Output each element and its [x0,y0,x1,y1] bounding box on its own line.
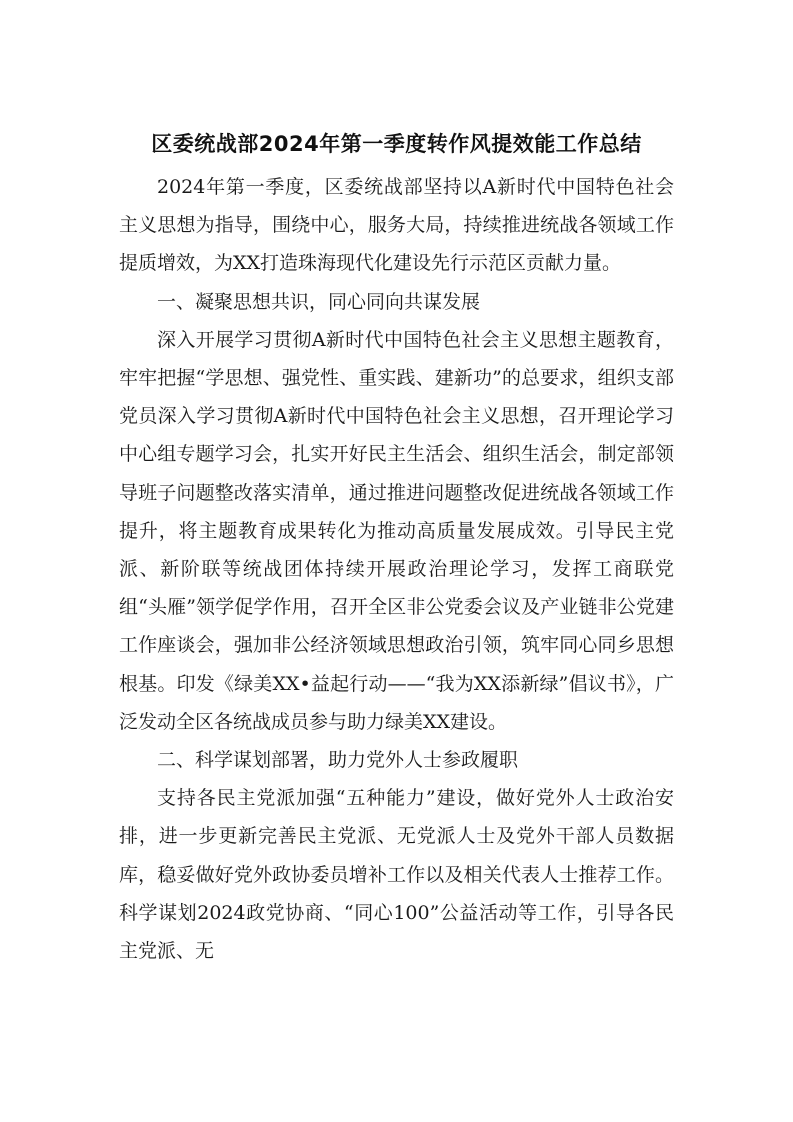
intro-paragraph: 2024年第一季度，区委统战部坚持以A新时代中国特色社会主义思想为指导，围绕中心，服务大局，持续推进统战各领域工作提质增效，为XX打造珠海现代化建设先行示范区贡献力量。 [119,176,674,275]
section-1-heading: 一、凝聚思想共识，同心同向共谋发展 [157,290,481,313]
section-1-paragraph: 深入开展学习贯彻A新时代中国特色社会主义思想主题教育，牢牢把握“学思想、强党性、重实践、建新功”的总要求，组织支部党员深入学习贯彻A新时代中国特色社会主义思想，召开理论学习中心组专题学习会，扎实开好民主生活会、组织生活会，制定部领导班子问题整改落实清单，通过推进问题整改促进统战各领域工作提升，将主题教育成果转化为推动高质量发展成效。引导民主党派、新阶联等统战团体持续开展政治理论学习，发挥工商联党组“头雁”领学促学作用，召开全区非公党委会议及产业链非公党建工作座谈会，强加非公经济领域思想政治引领，筑牢同心同乡思想根基。印发《绿美XX•益起行动——“我为XX添新绿”倡议书》，广泛发动全区各统战成员参与助力绿美XX建设。 [119,328,674,733]
document-body [119,168,674,970]
document-title: 区委统战部2024年第一季度转作风提效能工作总结 [151,132,642,156]
section-2-paragraph: 支持各民主党派加强“五种能力”建设，做好党外人士政治安排，进一步更新完善民主党派、无党派人士及党外干部人员数据库，稳妥做好党外政协委员增补工作以及相关代表人士推荐工作。科学谋划2024政党协商、“同心100”公益活动等工作，引导各民主党派、无 [119,787,674,963]
section-2-heading: 二、科学谋划部署，助力党外人士参政履职 [157,749,519,772]
